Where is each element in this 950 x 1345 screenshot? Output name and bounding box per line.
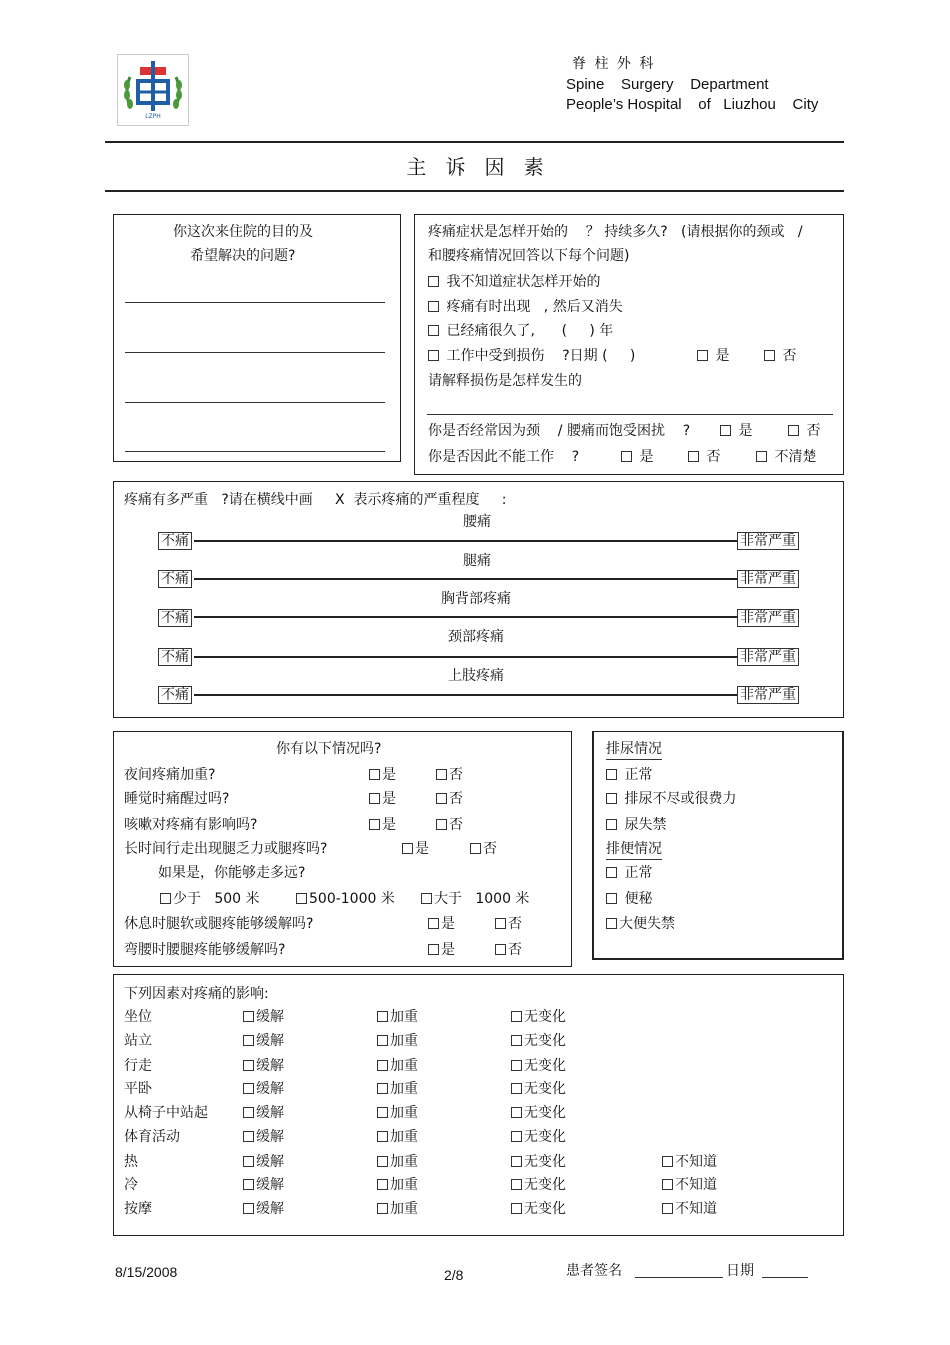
factor-label: 行走 — [124, 1058, 152, 1074]
onset-question-line2: 和腰疼痛情况回答以下每个问题) — [428, 248, 630, 264]
checkbox[interactable] — [243, 1203, 254, 1214]
purpose-question-line1: 你这次来住院的目的及 — [173, 224, 313, 240]
scale-max-label: 非常严重 — [737, 570, 799, 588]
checkbox[interactable] — [606, 819, 617, 830]
q-sleep: 睡觉时痛醒过吗? — [124, 791, 230, 807]
q-bend-no[interactable]: 否 — [495, 941, 522, 959]
factor-worse-option[interactable]: 加重 — [377, 1104, 418, 1122]
severity-prompt: 疼痛有多严重 ?请在横线中画 X 表示疼痛的严重程度 : — [124, 492, 507, 508]
checkbox[interactable] — [621, 451, 632, 462]
checkbox[interactable] — [428, 944, 439, 955]
checkbox[interactable] — [688, 451, 699, 462]
distance-over-1000[interactable]: 大于 1000 米 — [421, 890, 529, 908]
q-rest-yes[interactable]: 是 — [428, 915, 455, 933]
purpose-answer-line[interactable] — [125, 451, 385, 452]
work-question: 你是否因此不能工作 ? — [428, 449, 580, 465]
factor-unknown-option[interactable]: 不知道 — [662, 1176, 717, 1194]
work-no[interactable]: 否 — [688, 448, 720, 466]
checkbox[interactable] — [243, 1179, 254, 1190]
q-night-yes[interactable]: 是 — [369, 766, 396, 784]
signature-label: 患者签名 — [566, 1263, 622, 1279]
checkbox[interactable] — [377, 1107, 388, 1118]
factor-label: 坐位 — [124, 1009, 152, 1025]
q-walk-yes[interactable]: 是 — [402, 840, 429, 858]
header-rule-bottom — [105, 190, 844, 192]
factor-worse-option[interactable]: 加重 — [377, 1128, 418, 1146]
work-injury-yes[interactable]: 是 — [697, 347, 729, 365]
scale-label: 腿痛 — [463, 553, 491, 569]
bowel-title: 排便情况 — [606, 840, 662, 860]
checkbox[interactable] — [720, 425, 731, 436]
factor-worse-option[interactable]: 加重 — [377, 1176, 418, 1194]
checkbox[interactable] — [377, 1203, 388, 1214]
q-sleep-yes[interactable]: 是 — [369, 790, 396, 808]
checkbox[interactable] — [495, 918, 506, 929]
scale-max-label: 非常严重 — [737, 532, 799, 550]
factor-nochange-option[interactable]: 无变化 — [511, 1032, 566, 1050]
dept-cn: 脊 柱 外 科 — [572, 56, 656, 72]
checkbox[interactable] — [697, 350, 708, 361]
checkbox[interactable] — [428, 918, 439, 929]
checkbox[interactable] — [160, 893, 171, 904]
purpose-question-line2: 希望解决的问题? — [190, 248, 296, 264]
checkbox[interactable] — [470, 843, 481, 854]
factor-nochange-option[interactable]: 无变化 — [511, 1104, 566, 1122]
factor-label: 热 — [124, 1154, 138, 1170]
distance-under-500[interactable]: 少于 500 米 — [160, 890, 260, 908]
hospital-logo — [117, 54, 189, 126]
factor-nochange-option[interactable]: 无变化 — [511, 1057, 566, 1075]
checkbox[interactable] — [662, 1156, 673, 1167]
trouble-question: 你是否经常因为颈 / 腰痛而饱受困扰 ? — [428, 423, 691, 439]
factor-relief-option[interactable]: 缓解 — [243, 1080, 284, 1098]
factor-unknown-option[interactable]: 不知道 — [662, 1153, 717, 1171]
factor-unknown-option[interactable]: 不知道 — [662, 1200, 717, 1218]
factor-label: 按摩 — [124, 1201, 152, 1217]
page-number: 2/8 — [444, 1267, 464, 1283]
checkbox[interactable] — [243, 1060, 254, 1071]
urination-incontinence[interactable]: 尿失禁 — [606, 816, 666, 834]
sign-date-label: 日期 — [726, 1263, 754, 1279]
urination-title: 排尿情况 — [606, 740, 662, 760]
checkbox[interactable] — [428, 350, 439, 361]
bowel-incontinence[interactable]: 大便失禁 — [606, 915, 675, 933]
checkbox[interactable] — [511, 1107, 522, 1118]
q-walk: 长时间行走出现腿乏力或腿疼吗? — [124, 841, 328, 857]
onset-option-work-injury[interactable]: 工作中受到损伤 ?日期 ( ) — [428, 347, 635, 365]
checkbox[interactable] — [243, 1083, 254, 1094]
factor-nochange-option[interactable]: 无变化 — [511, 1200, 566, 1218]
checkbox[interactable] — [606, 918, 617, 929]
factor-label: 冷 — [124, 1177, 138, 1193]
onset-option-intermittent[interactable]: 疼痛有时出现 , 然后又消失 — [428, 298, 623, 316]
scale-max-label: 非常严重 — [737, 648, 799, 666]
checkbox[interactable] — [296, 893, 307, 904]
q-walk-no[interactable]: 否 — [470, 840, 497, 858]
checkbox[interactable] — [606, 793, 617, 804]
sign-date-line[interactable] — [762, 1277, 808, 1278]
checkbox[interactable] — [436, 819, 447, 830]
onset-question-line1: 疼痛症状是怎样开始的 ？ 持续多久? (请根据你的颈或 / — [428, 224, 803, 240]
work-injury-no[interactable]: 否 — [764, 347, 796, 365]
checkbox[interactable] — [756, 451, 767, 462]
scale-min-label: 不痛 — [158, 570, 192, 588]
q-cough-no[interactable]: 否 — [436, 816, 463, 834]
checkbox[interactable] — [788, 425, 799, 436]
factor-nochange-option[interactable]: 无变化 — [511, 1008, 566, 1026]
factor-relief-option[interactable]: 缓解 — [243, 1176, 284, 1194]
factor-relief-option[interactable]: 缓解 — [243, 1128, 284, 1146]
scale-label: 胸背部疼痛 — [441, 591, 511, 607]
checkbox[interactable] — [243, 1035, 254, 1046]
checkbox[interactable] — [369, 819, 380, 830]
factor-worse-option[interactable]: 加重 — [377, 1032, 418, 1050]
footer-date: 8/15/2008 — [115, 1264, 178, 1280]
checkbox[interactable] — [377, 1083, 388, 1094]
checkbox[interactable] — [428, 301, 439, 312]
scale-min-label: 不痛 — [158, 686, 192, 704]
q-cough-yes[interactable]: 是 — [369, 816, 396, 834]
factor-worse-option[interactable]: 加重 — [377, 1080, 418, 1098]
factor-worse-option[interactable]: 加重 — [377, 1200, 418, 1218]
pain-scale-line[interactable] — [194, 656, 738, 658]
checkbox[interactable] — [436, 769, 447, 780]
purpose-answer-line[interactable] — [125, 352, 385, 353]
factor-relief-option[interactable]: 缓解 — [243, 1200, 284, 1218]
page-title: 主 诉 因 素 — [406, 155, 544, 179]
factor-nochange-option[interactable]: 无变化 — [511, 1153, 566, 1171]
checkbox[interactable] — [243, 1107, 254, 1118]
checkbox[interactable] — [377, 1035, 388, 1046]
factors-section — [113, 974, 844, 1236]
purpose-answer-line[interactable] — [125, 402, 385, 403]
checkbox[interactable] — [662, 1203, 673, 1214]
checkbox[interactable] — [369, 793, 380, 804]
factors-title: 下列因素对疼痛的影响: — [124, 986, 269, 1002]
checkbox[interactable] — [436, 793, 447, 804]
signature-line[interactable] — [635, 1277, 723, 1278]
dept-en: Spine Surgery Department — [566, 76, 769, 93]
factor-nochange-option[interactable]: 无变化 — [511, 1080, 566, 1098]
hospital-en: People’s Hospital of Liuzhou City — [566, 96, 819, 113]
onset-option-long[interactable]: 已经痛很久了, ( ) 年 — [428, 322, 613, 340]
checkbox[interactable] — [511, 1060, 522, 1071]
checkbox[interactable] — [764, 350, 775, 361]
conditions-title: 你有以下情况吗? — [276, 741, 382, 757]
checkbox[interactable] — [511, 1011, 522, 1022]
q-bend: 弯腰时腰腿疼能够缓解吗? — [124, 942, 286, 958]
scale-label: 颈部疼痛 — [448, 629, 504, 645]
scale-label: 上肢疼痛 — [448, 668, 504, 684]
factor-relief-option[interactable]: 缓解 — [243, 1153, 284, 1171]
checkbox[interactable] — [369, 769, 380, 780]
checkbox[interactable] — [243, 1156, 254, 1167]
factor-relief-option[interactable]: 缓解 — [243, 1008, 284, 1026]
bowel-constipation[interactable]: 便秘 — [606, 890, 652, 908]
checkbox[interactable] — [243, 1131, 254, 1142]
pain-scale-line[interactable] — [194, 694, 738, 696]
checkbox[interactable] — [511, 1179, 522, 1190]
trouble-no[interactable]: 否 — [788, 422, 820, 440]
logo-text: LZPH — [145, 113, 161, 120]
scale-max-label: 非常严重 — [737, 686, 799, 704]
pain-scale-line[interactable] — [194, 540, 738, 542]
checkbox[interactable] — [377, 1011, 388, 1022]
checkbox[interactable] — [511, 1203, 522, 1214]
factor-worse-option[interactable]: 加重 — [377, 1057, 418, 1075]
urination-normal[interactable]: 正常 — [606, 766, 652, 784]
injury-explain-label: 请解释损伤是怎样发生的 — [428, 373, 582, 389]
purpose-answer-line[interactable] — [125, 302, 385, 303]
factor-relief-option[interactable]: 缓解 — [243, 1104, 284, 1122]
scale-min-label: 不痛 — [158, 648, 192, 666]
checkbox[interactable] — [377, 1131, 388, 1142]
q-bend-yes[interactable]: 是 — [428, 941, 455, 959]
work-yes[interactable]: 是 — [621, 448, 653, 466]
scale-min-label: 不痛 — [158, 609, 192, 627]
factor-relief-option[interactable]: 缓解 — [243, 1057, 284, 1075]
checkbox[interactable] — [377, 1060, 388, 1071]
checkbox[interactable] — [511, 1083, 522, 1094]
q-rest: 休息时腿软或腿疼能够缓解吗? — [124, 916, 314, 932]
checkbox[interactable] — [402, 843, 413, 854]
factor-label: 站立 — [124, 1033, 152, 1049]
checkbox[interactable] — [511, 1131, 522, 1142]
checkbox[interactable] — [377, 1179, 388, 1190]
factor-worse-option[interactable]: 加重 — [377, 1153, 418, 1171]
scale-max-label: 非常严重 — [737, 609, 799, 627]
scale-label: 腰痛 — [463, 514, 491, 530]
q-night-no[interactable]: 否 — [436, 766, 463, 784]
q-sleep-no[interactable]: 否 — [436, 790, 463, 808]
checkbox[interactable] — [428, 276, 439, 287]
distance-500-1000[interactable]: 500-1000 米 — [296, 890, 395, 908]
pain-scale-line[interactable] — [194, 578, 738, 580]
onset-option-unknown[interactable]: 我不知道症状怎样开始的 — [428, 273, 600, 291]
work-unsure[interactable]: 不清楚 — [756, 448, 816, 466]
checkbox[interactable] — [421, 893, 432, 904]
checkbox[interactable] — [495, 944, 506, 955]
factor-relief-option[interactable]: 缓解 — [243, 1032, 284, 1050]
checkbox[interactable] — [377, 1156, 388, 1167]
pain-scale-line[interactable] — [194, 616, 738, 618]
bowel-normal[interactable]: 正常 — [606, 864, 652, 882]
factor-worse-option[interactable]: 加重 — [377, 1008, 418, 1026]
factor-nochange-option[interactable]: 无变化 — [511, 1128, 566, 1146]
checkbox[interactable] — [662, 1179, 673, 1190]
checkbox[interactable] — [606, 867, 617, 878]
checkbox[interactable] — [511, 1156, 522, 1167]
q-rest-no[interactable]: 否 — [495, 915, 522, 933]
checkbox[interactable] — [428, 325, 439, 336]
trouble-yes[interactable]: 是 — [720, 422, 752, 440]
factor-label: 体育活动 — [124, 1129, 180, 1145]
scale-min-label: 不痛 — [158, 532, 192, 550]
q-night-pain: 夜间疼痛加重? — [124, 767, 216, 783]
checkbox[interactable] — [606, 769, 617, 780]
factor-label: 从椅子中站起 — [124, 1105, 208, 1121]
checkbox[interactable] — [243, 1011, 254, 1022]
header-rule-top — [105, 141, 844, 143]
factor-nochange-option[interactable]: 无变化 — [511, 1176, 566, 1194]
checkbox[interactable] — [511, 1035, 522, 1046]
q-cough: 咳嗽对疼痛有影响吗? — [124, 817, 258, 833]
injury-explain-line[interactable] — [427, 414, 833, 415]
factor-label: 平卧 — [124, 1081, 152, 1097]
urination-difficult[interactable]: 排尿不尽或很费力 — [606, 790, 736, 808]
q-distance: 如果是，你能够走多远? — [158, 865, 306, 881]
checkbox[interactable] — [606, 893, 617, 904]
